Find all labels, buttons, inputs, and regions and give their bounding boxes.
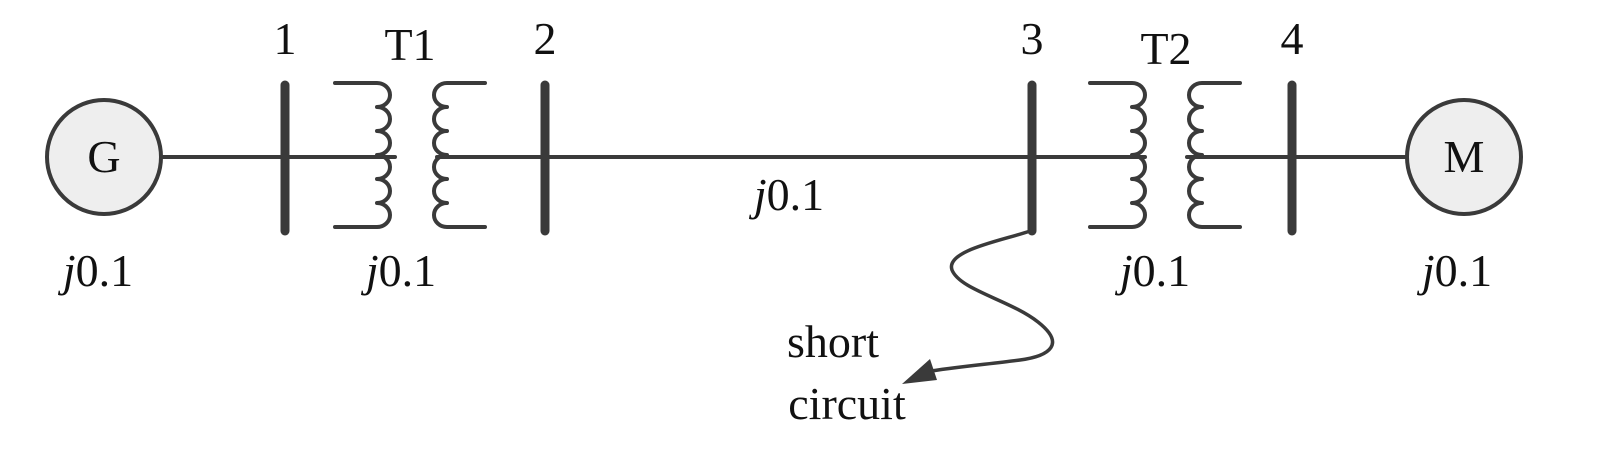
- line-impedance-prefix: j: [753, 169, 767, 220]
- short-circuit-label-line2: circuit: [788, 378, 906, 429]
- motor-impedance-value: 0.1: [1434, 245, 1493, 296]
- t2-impedance-value: 0.1: [1132, 245, 1191, 296]
- motor-impedance: [1417, 245, 1492, 296]
- generator-impedance-prefix: j: [62, 245, 76, 296]
- t1-impedance: [361, 245, 436, 296]
- transformer-t1-label: T1: [384, 19, 436, 70]
- bus-4-label: 4: [1280, 13, 1304, 64]
- motor-label: M: [1443, 131, 1485, 182]
- t2-impedance: [1115, 245, 1190, 296]
- t1-impedance-prefix: j: [365, 245, 379, 296]
- bus-2-label: 2: [533, 13, 557, 64]
- transformer-t2-label: T2: [1140, 23, 1192, 74]
- short-circuit-lead: [925, 231, 1053, 372]
- short-circuit-label-line1: short: [787, 316, 879, 367]
- line-impedance: [749, 169, 824, 220]
- generator-impedance: [58, 245, 133, 296]
- bus-3-label: 3: [1020, 13, 1044, 64]
- t1-impedance-value: 0.1: [378, 245, 437, 296]
- short-circuit-arrowhead: [902, 359, 937, 384]
- t2-impedance-prefix: j: [1119, 245, 1133, 296]
- line-impedance-value: 0.1: [766, 169, 825, 220]
- bus-1-label: 1: [273, 13, 297, 64]
- motor-impedance-prefix: j: [1421, 245, 1435, 296]
- generator-label: G: [87, 131, 121, 182]
- generator-impedance-value: 0.1: [75, 245, 134, 296]
